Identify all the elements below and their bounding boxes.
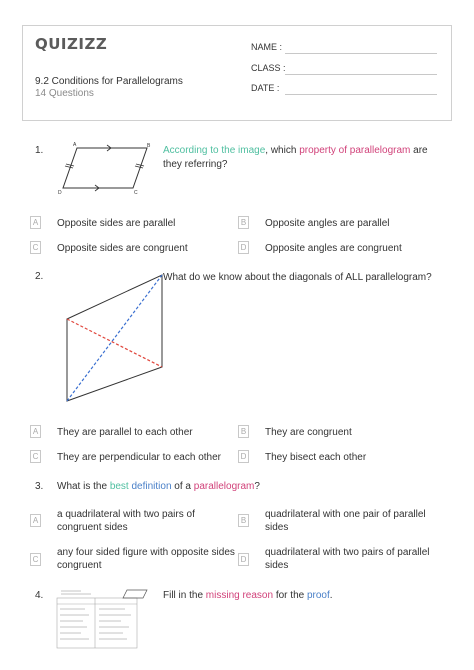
q1-option-b-letter[interactable]: B <box>238 216 249 229</box>
worksheet-title: 9.2 Conditions for Parallelograms <box>35 76 183 87</box>
q3-option-c-text[interactable] <box>57 546 242 572</box>
class-line[interactable] <box>285 74 437 75</box>
q3-option-c-letter[interactable]: C <box>30 553 41 566</box>
q3-option-a-letter[interactable]: A <box>30 514 41 527</box>
vertex-b-label: B <box>147 143 151 149</box>
q1-option-a-letter[interactable]: A <box>30 216 41 229</box>
q3-option-b-letter[interactable]: B <box>238 514 249 527</box>
q1-option-c-letter[interactable]: C <box>30 241 41 254</box>
parallelogram-figure-1 <box>55 142 155 197</box>
question-3-number: 3. <box>35 481 44 492</box>
worksheet-header <box>22 25 452 121</box>
q4-text-part: for the <box>273 590 307 601</box>
q1-text-part: are they referring? <box>163 145 428 170</box>
q1-option-a-text[interactable]: Opposite sides are parallel <box>57 218 176 229</box>
q3-option-b-line1: quadrilateral with one pair of parallel <box>265 509 426 520</box>
vertex-a-label: A <box>73 142 77 148</box>
question-3-text <box>57 480 417 494</box>
proof-image <box>55 588 151 650</box>
q3-option-c-line2: congruent <box>57 560 102 571</box>
q1-text-part: , which <box>265 145 300 156</box>
class-label: CLASS : <box>251 63 286 73</box>
proof-table-sketch <box>55 588 151 650</box>
q3-text-part: What is the <box>57 481 110 492</box>
q2-option-a-text[interactable]: They are parallel to each other <box>57 427 193 438</box>
q3-option-a-line1: a quadrilateral with two pairs of <box>57 509 195 520</box>
question-count: 14 Questions <box>35 88 94 99</box>
q3-option-a-line2: congruent sides <box>57 522 128 533</box>
q1-highlight-image: According to the image <box>163 145 266 156</box>
q2-option-d-text[interactable]: They bisect each other <box>265 452 367 463</box>
q3-text-part: ? <box>254 481 260 492</box>
q2-option-c-letter[interactable]: C <box>30 450 41 463</box>
q3-highlight-parallelogram: parallelogram <box>193 481 255 492</box>
question-4-number: 4. <box>35 590 44 601</box>
date-line[interactable] <box>285 94 437 95</box>
q4-highlight-proof: proof <box>306 590 330 601</box>
q4-text-part: . <box>329 590 333 601</box>
q2-option-a-letter[interactable]: A <box>30 425 41 438</box>
question-4-text <box>163 589 443 603</box>
q3-option-c-line1: any four sided figure with opposite sides <box>57 547 235 558</box>
q1-option-d-letter[interactable]: D <box>238 241 249 254</box>
q1-option-c-text[interactable]: Opposite sides are congruent <box>57 243 188 254</box>
vertex-d-label: D <box>58 190 62 196</box>
q3-option-d-text[interactable] <box>265 546 455 572</box>
q3-option-d-line1: quadrilateral with two pairs of parallel <box>265 547 430 558</box>
q3-text-part: of a <box>171 481 194 492</box>
q1-option-b-text[interactable]: Opposite angles are parallel <box>265 218 390 229</box>
q3-option-d-letter[interactable]: D <box>238 553 249 566</box>
q2-option-b-letter[interactable]: B <box>238 425 249 438</box>
q1-option-d-text[interactable]: Opposite angles are congruent <box>265 243 402 254</box>
question-2-number: 2. <box>35 271 44 282</box>
q1-highlight-property: property of parallelogram <box>299 145 411 156</box>
question-1-text <box>163 144 438 172</box>
question-2-text: What do we know about the diagonals of ALL parallelogram? <box>163 272 432 283</box>
q2-option-c-text[interactable]: They are perpendicular to each other <box>57 452 221 463</box>
q3-option-b-line2: sides <box>265 522 289 533</box>
q2-option-d-letter[interactable]: D <box>238 450 249 463</box>
q3-highlight-definition: definition <box>131 481 172 492</box>
date-label: DATE : <box>251 83 280 93</box>
q2-option-b-text[interactable]: They are congruent <box>265 427 352 438</box>
parallelogram-diagonals-figure <box>60 270 170 410</box>
q4-highlight-missing-reason: missing reason <box>205 590 274 601</box>
q3-highlight-best: best <box>109 481 129 492</box>
q4-text-part: Fill in the <box>163 590 206 601</box>
question-1-number: 1. <box>35 145 44 156</box>
q3-option-b-text[interactable] <box>265 508 455 534</box>
name-label: NAME : <box>251 42 283 52</box>
name-line[interactable] <box>285 53 437 54</box>
q3-option-a-text[interactable] <box>57 508 237 534</box>
q3-option-d-line2: sides <box>265 560 289 571</box>
quizizz-logo: QUIZIZZ <box>35 35 108 53</box>
vertex-c-label: C <box>134 190 138 196</box>
